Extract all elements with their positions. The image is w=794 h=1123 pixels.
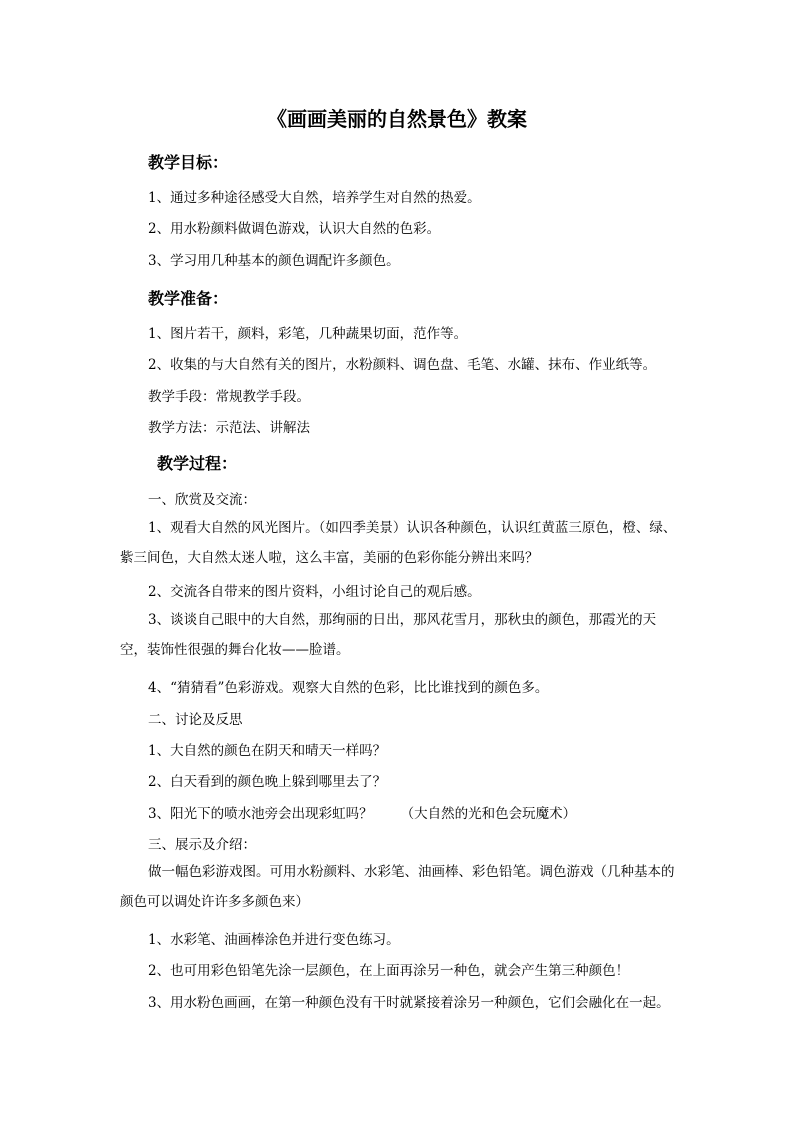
part2-label: 二、讨论及反思 <box>148 712 243 728</box>
part3-item: 3、用水粉色画画，在第一种颜色没有干时就紧接着涂另一种颜色，它们会融化在一起。 <box>148 995 670 1011</box>
part1-item: 3、谈谈自己眼中的大自然，那绚丽的日出，那风花雪月，那秋虫的颜色，那霞光的天空，装饰性很强的舞台化妆——脸谱。 <box>120 612 657 658</box>
part3-label: 三、展示及介绍： <box>148 837 256 853</box>
part2-note: （大自然的光和色会玩魔术） <box>400 806 577 822</box>
part1-item: 4、“猜猜看”色彩游戏。观察大自然的色彩，比比谁找到的颜色多。 <box>148 680 549 696</box>
preparation-item: 2、收集的与大自然有关的图片，水粉颜料、调色盘、毛笔、水罐、抹布、作业纸等。 <box>148 357 657 373</box>
part2-item: 3、阳光下的喷水池旁会出现彩虹吗？ <box>148 806 373 822</box>
objective-item: 1、通过多种途径感受大自然，培养学生对自然的热爱。 <box>148 190 481 206</box>
section-heading-process: 教学过程： <box>157 454 238 473</box>
part1-item: 2、交流各自带来的图片资料，小组讨论自己的观后感。 <box>148 584 481 600</box>
part2-item-with-note <box>148 802 576 822</box>
teaching-means: 教学手段：常规教学手段。 <box>148 389 310 405</box>
preparation-item: 1、图片若干，颜料，彩笔，几种蔬果切面，范作等。 <box>148 326 468 342</box>
section-heading-preparation: 教学准备： <box>148 289 229 308</box>
part1-item: 1、观看大自然的风光图片。（如四季美景）认识各种颜色，认识红黄蓝三原色，橙、绿、紫三间色，大自然太迷人啦，这么丰富，美丽的色彩你能分辨出来吗？ <box>120 520 677 566</box>
part3-intro: 做一幅色彩游戏图。可用水粉颜料、水彩笔、油画棒、彩色铅笔。调色游戏（几种基本的颜色可以调处许许多多颜色来） <box>120 864 675 910</box>
teaching-methods: 教学方法：示范法、讲解法 <box>148 420 310 436</box>
part1-label: 一、欣赏及交流： <box>148 492 256 508</box>
part2-item: 1、大自然的颜色在阴天和晴天一样吗？ <box>148 743 387 759</box>
section-heading-objectives: 教学目标： <box>148 153 229 172</box>
part2-item: 2、白天看到的颜色晚上躲到哪里去了？ <box>148 774 387 790</box>
objective-item: 3、学习用几种基本的颜色调配许多颜色。 <box>148 253 400 269</box>
part3-item: 2、也可用彩色铅笔先涂一层颜色，在上面再涂另一种色，就会产生第三种颜色！ <box>148 963 630 979</box>
objective-item: 2、用水粉颜料做调色游戏，认识大自然的色彩。 <box>148 221 441 237</box>
part3-item: 1、水彩笔、油画棒涂色并进行变色练习。 <box>148 932 400 948</box>
document-title: 《画画美丽的自然景色》教案 <box>267 107 527 131</box>
